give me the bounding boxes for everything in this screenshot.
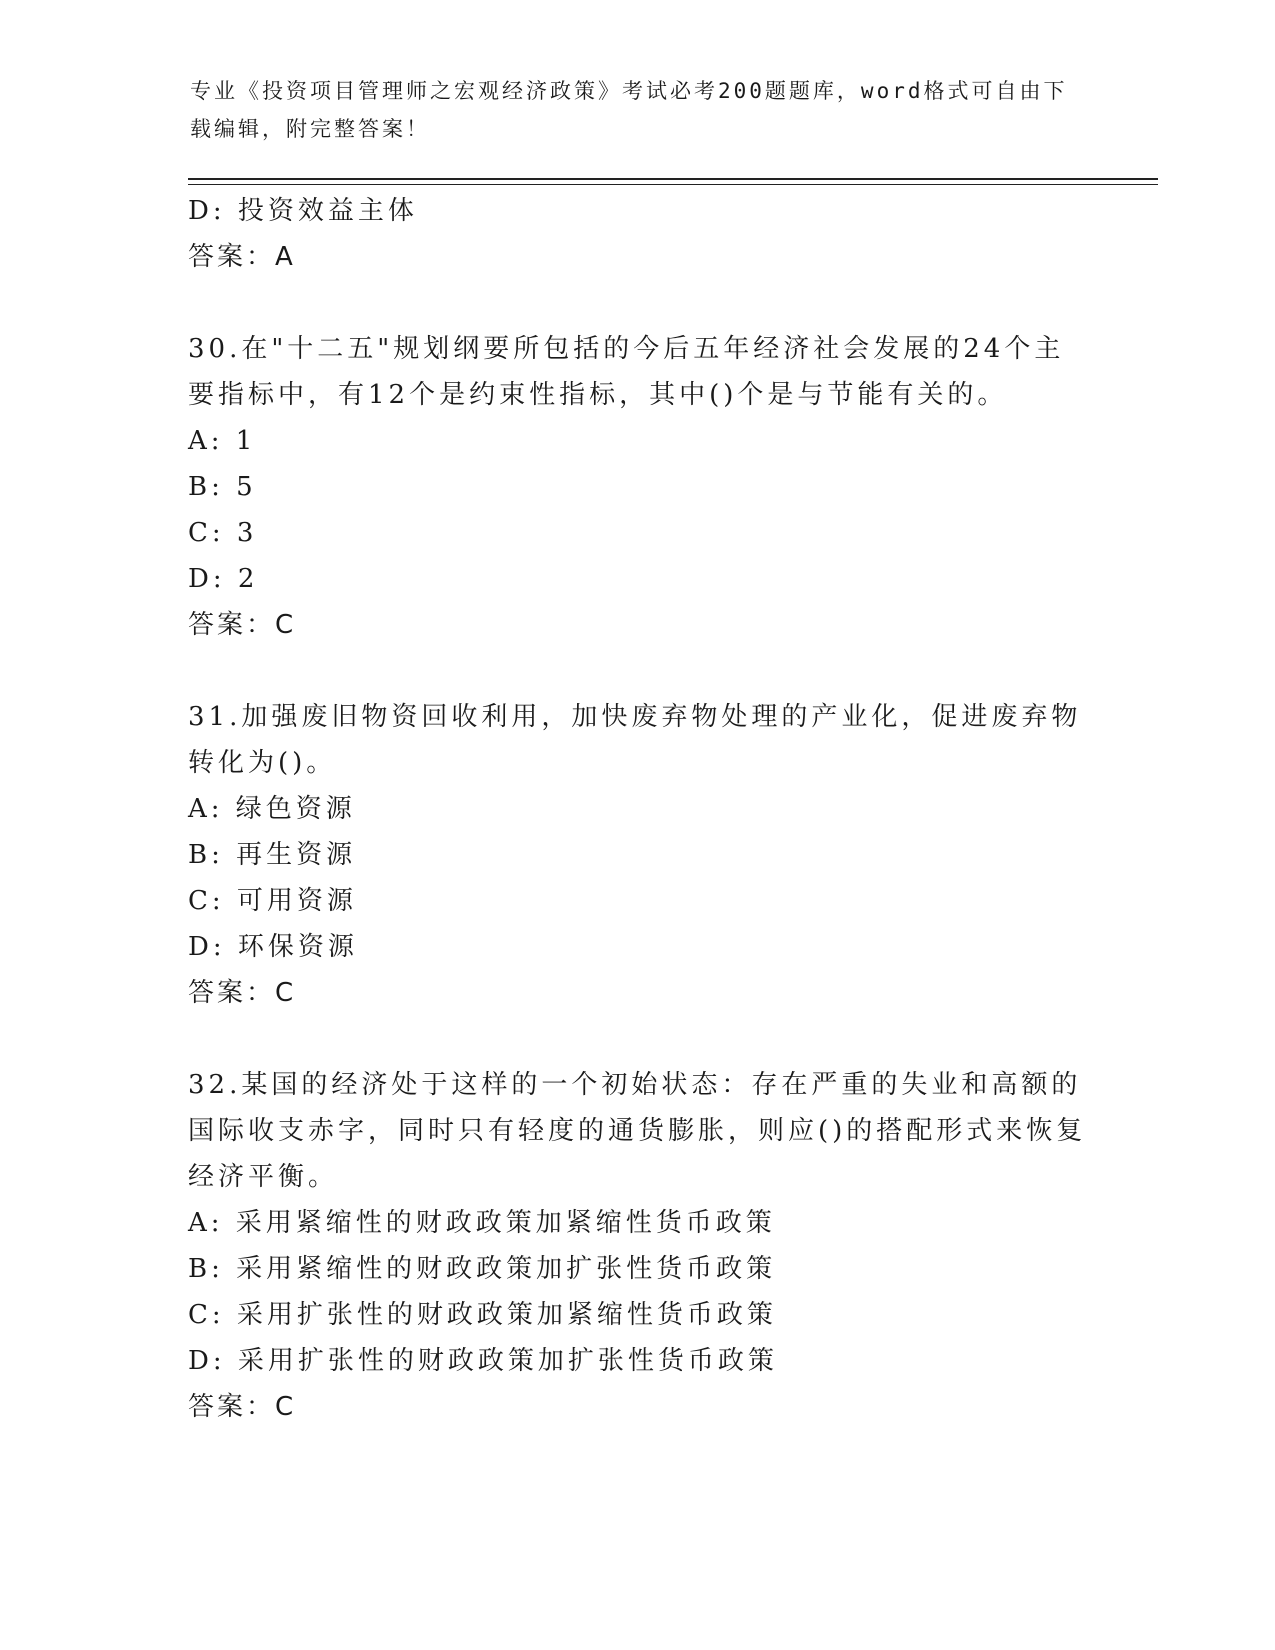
option-c: C: 采用扩张性的财政政策加紧缩性货币政策 [188, 1300, 777, 1330]
question-31 [188, 694, 1088, 1016]
option-d: D: 环保资源 [188, 932, 358, 962]
option-a: A: 绿色资源 [188, 794, 356, 824]
header-divider-thick [188, 178, 1158, 180]
option-d: D: 投资效益主体 [188, 196, 418, 226]
question-content [188, 188, 1088, 1430]
option-d: D: 2 [188, 564, 259, 594]
question-30 [188, 326, 1088, 648]
header-divider-thin [188, 184, 1158, 185]
answer-line: 答案：C [188, 1392, 297, 1422]
answer-line: 答案：C [188, 978, 297, 1008]
question-stem: 32.某国的经济处于这样的一个初始状态：存在严重的失业和高额的国际收支赤字，同时只有轻度的通货膨胀，则应()的搭配形式来恢复经济平衡。 [188, 1070, 1087, 1192]
question-32 [188, 1062, 1088, 1430]
question-stem: 31.加强废旧物资回收利用，加快废弃物处理的产业化，促进废弃物转化为()。 [188, 702, 1082, 778]
option-a: A: 1 [188, 426, 257, 456]
option-d: D: 采用扩张性的财政政策加扩张性货币政策 [188, 1346, 778, 1376]
option-c: C: 3 [188, 518, 258, 548]
answer-line: 答案：A [188, 242, 296, 272]
option-b: B: 5 [188, 472, 257, 502]
option-b: B: 再生资源 [188, 840, 357, 870]
document-header: 专业《投资项目管理师之宏观经济政策》考试必考200题题库，word格式可自由下载编辑，附完整答案！ [190, 79, 1068, 141]
previous-question-tail [188, 188, 1088, 280]
question-stem: 30.在"十二五"规划纲要所包括的今后五年经济社会发展的24个主要指标中，有12个是约束性指标，其中()个是与节能有关的。 [188, 334, 1065, 410]
option-c: C: 可用资源 [188, 886, 357, 916]
answer-line: 答案：C [188, 610, 297, 640]
option-b: B: 采用紧缩性的财政政策加扩张性货币政策 [188, 1254, 777, 1284]
option-a: A: 采用紧缩性的财政政策加紧缩性货币政策 [188, 1208, 776, 1238]
